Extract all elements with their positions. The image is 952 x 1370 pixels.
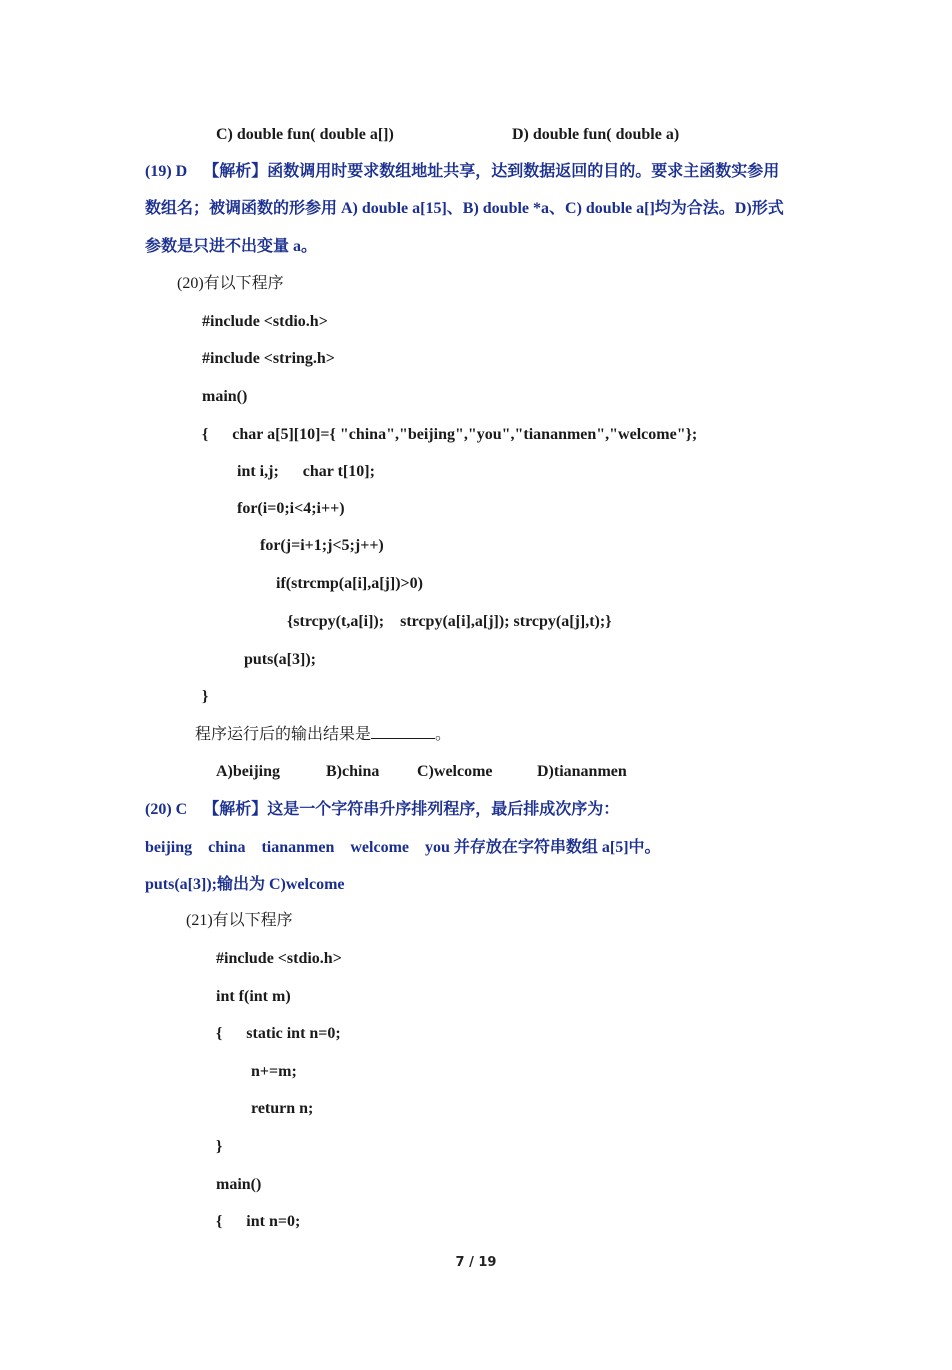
- code-line: {strcpy(t,a[i]); strcpy(a[i],a[j]); strcpy(a[j],t);}: [287, 613, 612, 630]
- q19-option-c: C) double fun( double a[]): [216, 126, 394, 143]
- code-line: main(): [202, 388, 248, 405]
- q20-option-d: D)tiananmen: [537, 763, 627, 780]
- q19-option-d: D) double fun( double a): [512, 126, 680, 143]
- code-line: n+=m;: [251, 1063, 297, 1080]
- q20-option-b: B)china: [326, 763, 380, 780]
- code-line: main(): [216, 1176, 262, 1193]
- code-line: int i,j; char t[10];: [237, 463, 375, 480]
- code-line: { int n=0;: [216, 1213, 301, 1230]
- code-line: puts(a[3]);: [244, 651, 316, 668]
- answer-19-line1: (19) D 【解析】函数调用时要求数组地址共享，达到数据返回的目的。要求主函数实参用: [145, 163, 780, 180]
- code-line: }: [216, 1138, 223, 1155]
- code-line: { static int n=0;: [216, 1025, 341, 1042]
- prompt-end: 。: [435, 726, 452, 743]
- q20-option-c: C)welcome: [417, 763, 493, 780]
- code-line: { char a[5][10]={ "china","beijing","you","tiananmen","welcome"};: [202, 426, 698, 443]
- code-line: #include <stdio.h>: [202, 313, 328, 330]
- code-line: int f(int m): [216, 988, 291, 1005]
- code-line: return n;: [251, 1100, 314, 1117]
- answer-19-line2: 数组名；被调函数的形参用 A) double a[15]、B) double *a、C) double a[]均为合法。D)形式: [145, 200, 784, 217]
- code-line: if(strcmp(a[i],a[j])>0): [276, 575, 423, 592]
- answer-19-line3: 参数是只进不出变量 a。: [145, 238, 318, 255]
- code-line: }: [202, 688, 209, 705]
- answer-20-line1: (20) C 【解析】这是一个字符串升序排列程序，最后排成次序为：: [145, 801, 620, 818]
- answer-20-line3: puts(a[3]);输出为 C)welcome: [145, 876, 345, 893]
- q20-option-a: A)beijing: [216, 763, 280, 780]
- question-20-stem: (20)有以下程序: [177, 275, 284, 292]
- answer-20-line2: beijing china tiananmen welcome you 并存放在字符串数组 a[5]中。: [145, 839, 661, 856]
- prompt-text: 程序运行后的输出结果是: [195, 726, 372, 743]
- code-line: #include <string.h>: [202, 350, 335, 367]
- answer-blank: [371, 723, 435, 739]
- question-20-prompt: [195, 723, 451, 746]
- page-number: 7 / 19: [455, 1255, 497, 1270]
- question-21-stem: (21)有以下程序: [186, 912, 293, 929]
- code-line: for(i=0;i<4;i++): [237, 500, 345, 517]
- code-line: for(j=i+1;j<5;j++): [260, 537, 384, 554]
- code-line: #include <stdio.h>: [216, 950, 342, 967]
